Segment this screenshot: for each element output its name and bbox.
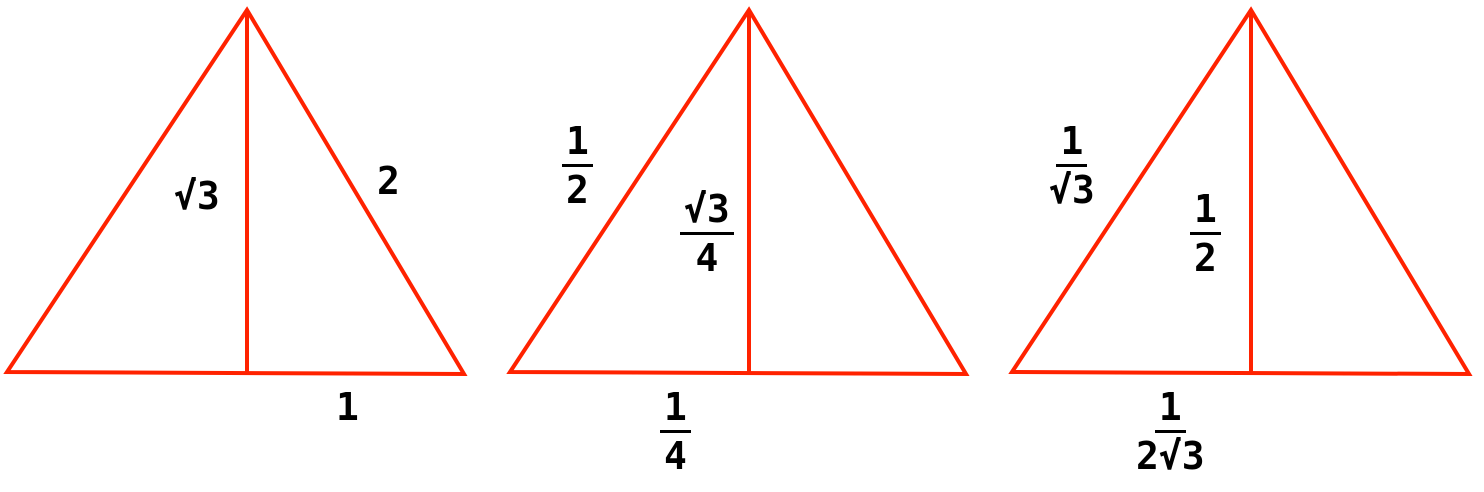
fraction-numerator: 1 (1190, 190, 1221, 235)
fraction-denominator: 2 (1194, 236, 1217, 280)
fraction-denominator: 2 (566, 168, 589, 212)
fraction-numerator: 1 (562, 122, 593, 167)
triangle-2-base-label (660, 385, 691, 478)
triangle-2-height-label (680, 187, 734, 280)
fraction-denominator: 2√3 (1136, 434, 1205, 478)
fraction-denominator: 4 (664, 434, 687, 478)
triangle-1-hypotenuse-label: 2 (377, 159, 400, 203)
triangle-2-side-label (562, 119, 593, 212)
triangle-3-height-label (1190, 187, 1221, 280)
fraction-numerator: √3 (680, 190, 734, 235)
triangle-3-base-label (1136, 385, 1205, 478)
triangle-1-base-label: 1 (336, 385, 359, 429)
triangle-1-height-label: √3 (174, 174, 220, 218)
fraction-denominator: 4 (695, 236, 719, 280)
fraction-numerator: 1 (1155, 388, 1186, 433)
fraction-numerator: 1 (660, 388, 691, 433)
fraction-numerator: 1 (1056, 122, 1087, 167)
fraction-denominator: √3 (1049, 168, 1095, 212)
triangle-3-side-label (1049, 119, 1095, 212)
